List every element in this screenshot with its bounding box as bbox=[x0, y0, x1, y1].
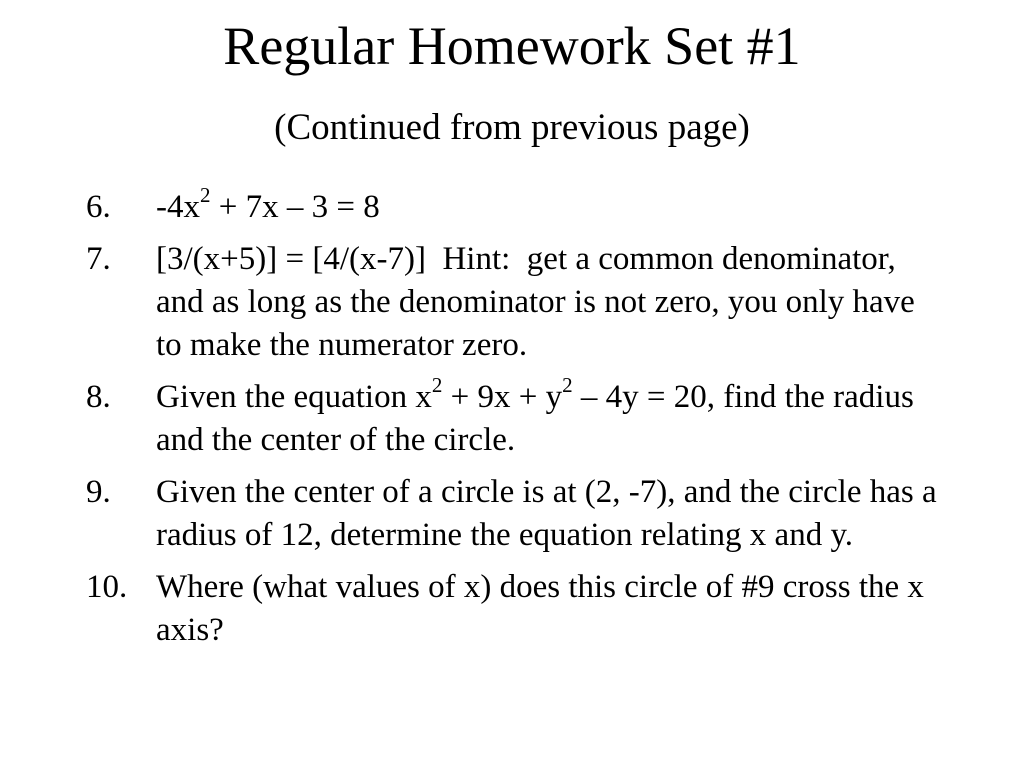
problem-text-part: Given the equation x bbox=[156, 379, 432, 415]
problem-list bbox=[86, 183, 946, 661]
problem-text-part: + 9x + y bbox=[442, 379, 563, 415]
problem-9 bbox=[86, 471, 946, 557]
problem-number: 8. bbox=[86, 379, 111, 415]
problem-text: Given the center of a circle is at (2, -7), and the circle has a radius of 12, determine the equation relating x and y. bbox=[156, 474, 937, 553]
problem-number: 10. bbox=[86, 569, 128, 605]
problem-number: 7. bbox=[86, 241, 111, 277]
slide-title: Regular Homework Set #1 bbox=[223, 16, 801, 76]
problem-text: [3/(x+5)] = [4/(x-7)] Hint: get a common denominator, and as long as the denominator is not zero, you only have to make the numerator zero. bbox=[156, 241, 924, 363]
problem-text bbox=[156, 183, 380, 225]
exponent: 2 bbox=[431, 373, 443, 397]
problem-text: Where (what values of x) does this circle of #9 cross the x axis? bbox=[156, 569, 924, 648]
exponent: 2 bbox=[200, 183, 211, 207]
problem-10 bbox=[86, 566, 946, 652]
exponent: 2 bbox=[562, 373, 573, 397]
problem-text-part: -4x bbox=[156, 189, 200, 225]
problem-text bbox=[156, 373, 914, 458]
problem-7 bbox=[86, 238, 946, 367]
problem-number: 6. bbox=[86, 189, 111, 225]
problem-text-part: – 4y = 20, find the radius and the center of the circle. bbox=[156, 379, 914, 458]
problem-8 bbox=[86, 373, 946, 462]
problem-number: 9. bbox=[86, 474, 111, 510]
problem-text-part: + 7x – 3 = 8 bbox=[210, 189, 380, 225]
problem-6 bbox=[86, 183, 946, 229]
slide-subtitle: (Continued from previous page) bbox=[274, 107, 750, 148]
